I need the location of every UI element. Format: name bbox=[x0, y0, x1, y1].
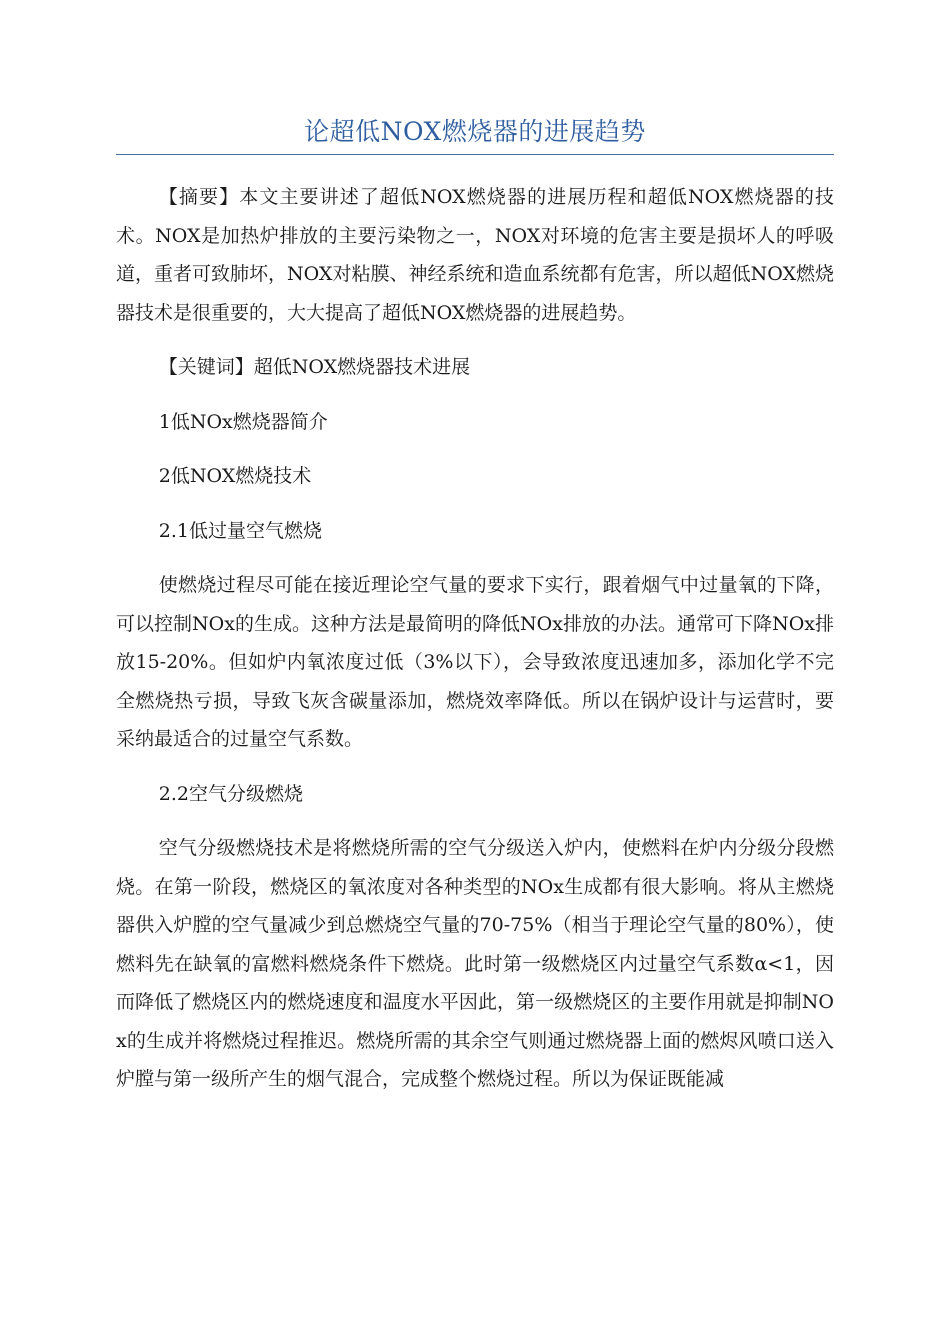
section-heading-2-1: 2.1低过量空气燃烧 bbox=[158, 519, 322, 542]
abstract-paragraph: 【摘要】本文主要讲述了超低NOX燃烧器的进展历程和超低NOX燃烧器的技术。NOX是加热炉排放的主要污染物之一，NOX对环境的危害主要是损坏人的呼吸道，重者可致肺坏，NOX对粘膜、神经系统和造血系统都有危害，所以超低NOX燃烧器技术是很重要的，大大提高了超低NOX燃烧器的进展趋势。 bbox=[116, 186, 834, 324]
keywords-line: 【关键词】超低NOX燃烧器技术进展 bbox=[158, 356, 471, 378]
section-body-2-1: 使燃烧过程尽可能在接近理论空气量的要求下实行，跟着烟气中过量氧的下降，可以控制NOx的生成。这种方法是最简明的降低NOx排放的办法。通常可下降NOx排放15-20%。但如炉内氧浓度过低（3%以下），会导致浓度迅速加多，添加化学不完全燃烧热亏损，导致飞灰含碳量添加，燃烧效率降低。所以在锅炉设计与运营时，要采纳最适合的过量空气系数。 bbox=[116, 574, 834, 750]
section-heading-2-2: 2.2空气分级燃烧 bbox=[158, 782, 303, 805]
document-body bbox=[116, 178, 834, 1115]
section-heading-2: 2低NOX燃烧技术 bbox=[158, 465, 312, 487]
section-body-2-2: 空气分级燃烧技术是将燃烧所需的空气分级送入炉内，使燃料在炉内分级分段燃烧。在第一阶段，燃烧区的氧浓度对各种类型的NOx生成都有很大影响。将从主燃烧器供入炉膛的空气量减少到总燃烧空气量的70-75%（相当于理论空气量的80%），使燃料先在缺氧的富燃料燃烧条件下燃烧。此时第一级燃烧区内过量空气系数α<1，因而降低了燃烧区内的燃烧速度和温度水平因此，第一级燃烧区的主要作用就是抑制NOx的生成并将燃烧过程推迟。燃烧所需的其余空气则通过燃烧器上面的燃烬风喷口送入炉膛与第一级所产生的烟气混合，完成整个燃烧过程。所以为保证既能减 bbox=[116, 837, 834, 1090]
section-heading-1: 1低NOx燃烧器简介 bbox=[158, 410, 328, 433]
document-title: 论超低NOX燃烧器的进展趋势 bbox=[304, 117, 646, 146]
title-underline bbox=[116, 154, 834, 155]
